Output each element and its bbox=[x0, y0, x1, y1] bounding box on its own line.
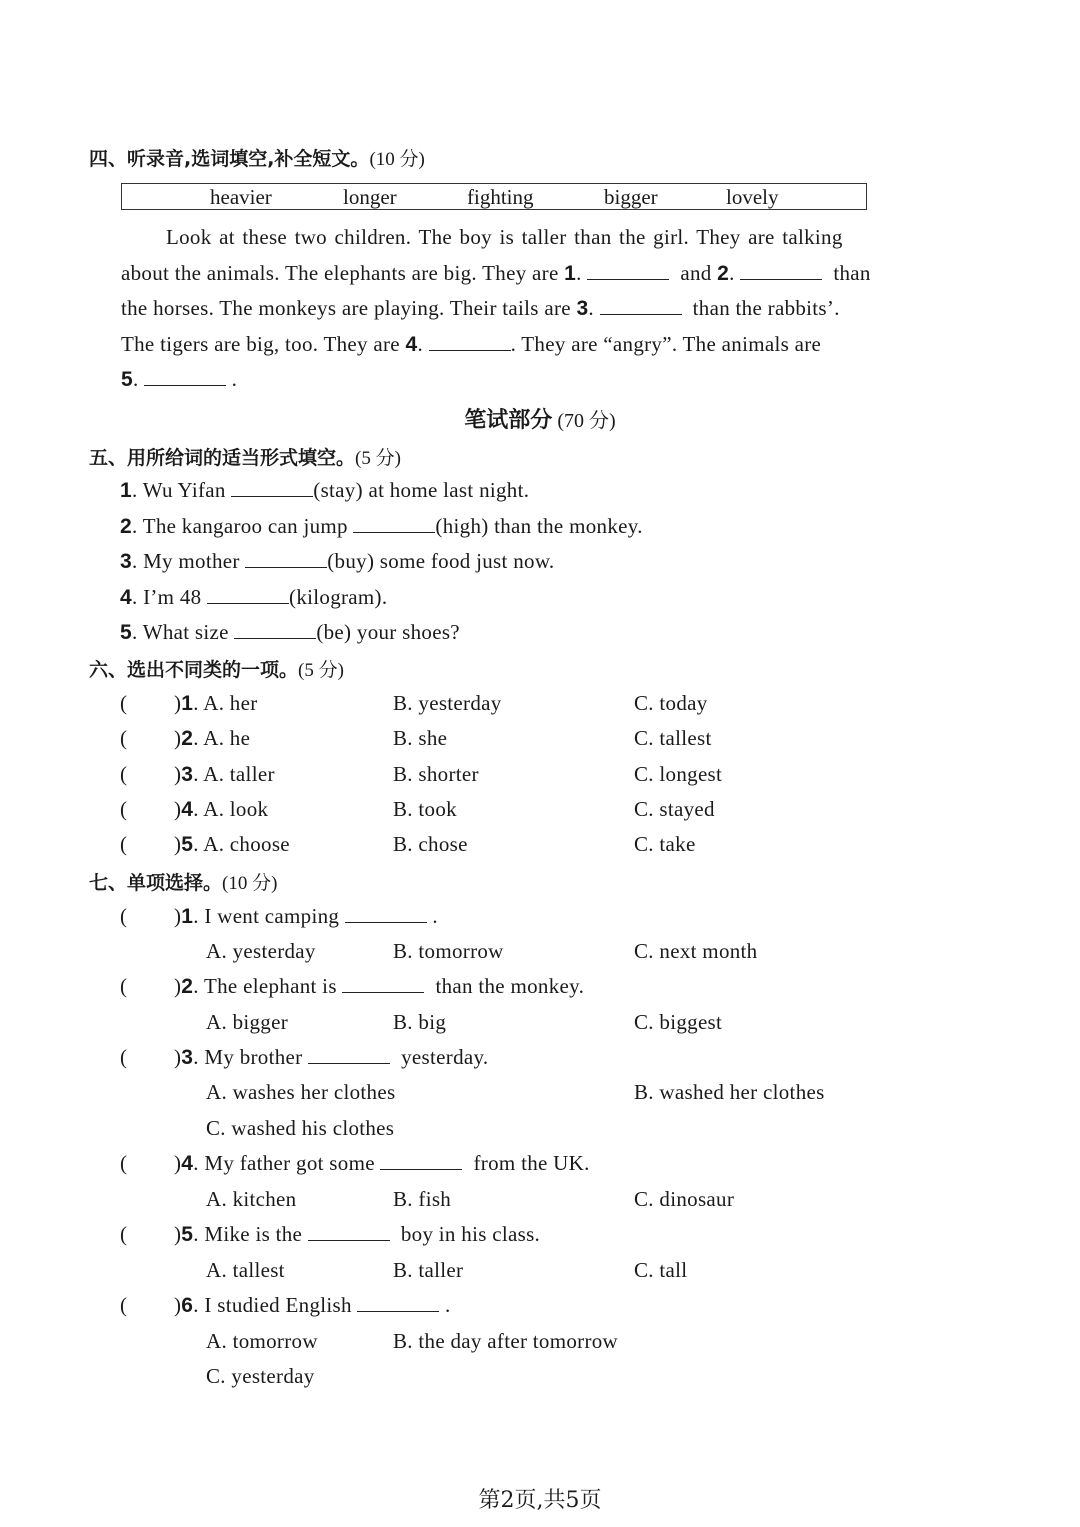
answer-blank[interactable] bbox=[587, 261, 669, 280]
option-a: A. bigger bbox=[206, 1010, 289, 1034]
option-b: B. took bbox=[393, 797, 457, 821]
item-text: from the UK. bbox=[473, 1151, 590, 1175]
section6-title bbox=[89, 655, 344, 682]
blank-number: 5 bbox=[121, 368, 133, 391]
word-bank-item: heavier bbox=[210, 185, 272, 209]
option-c: C. tallest bbox=[634, 726, 712, 750]
option-a: A. choose bbox=[203, 832, 290, 856]
option-c: C. next month bbox=[634, 939, 758, 963]
answer-blank[interactable] bbox=[357, 1293, 439, 1312]
item-text: . The kangaroo can jump bbox=[131, 514, 348, 538]
item-text: . bbox=[432, 904, 438, 928]
answer-blank[interactable] bbox=[234, 620, 316, 639]
section7-title-text: 七、单项选择。 bbox=[89, 872, 223, 894]
item-text: . bbox=[444, 1293, 451, 1317]
answer-blank[interactable] bbox=[308, 1222, 390, 1241]
option-b: B. fish bbox=[393, 1187, 452, 1211]
question-stem: )5. A. choose bbox=[174, 832, 290, 856]
item-number: 1 bbox=[181, 905, 194, 928]
answer-blank[interactable] bbox=[740, 261, 822, 280]
question-stem: )2. The elephant is than the monkey. bbox=[174, 974, 585, 998]
fill-item bbox=[120, 585, 387, 610]
blank-number: 4 bbox=[405, 333, 418, 356]
option-a: A. her bbox=[203, 691, 258, 715]
passage-line-3: the horses. The monkeys are playing. Their tails are 3. than the rabbits’. bbox=[121, 296, 840, 320]
answer-paren[interactable]: ( bbox=[120, 691, 128, 715]
answer-blank[interactable] bbox=[429, 332, 511, 351]
question-stem: )2. A. he bbox=[174, 726, 251, 750]
item-number: 4 bbox=[120, 586, 132, 609]
section6-title-text: 六、选出不同类的一项。 bbox=[89, 659, 299, 681]
option-a: A. look bbox=[203, 797, 269, 821]
passage-text: the horses. The monkeys are playing. Their tails are bbox=[121, 296, 571, 320]
section5-title-text: 五、用所给词的适当形式填空。 bbox=[89, 447, 356, 469]
option-a: A. yesterday bbox=[206, 939, 316, 963]
item-text: (buy) some food just now. bbox=[327, 549, 555, 573]
passage-text: than bbox=[833, 261, 871, 285]
option-a: A. tomorrow bbox=[206, 1329, 318, 1353]
section7-score: (10 分) bbox=[222, 873, 278, 894]
question-stem: )4. A. look bbox=[174, 797, 269, 821]
option-b: B. taller bbox=[393, 1258, 464, 1282]
section5-title bbox=[89, 443, 401, 470]
item-text: . Mike is the bbox=[193, 1222, 303, 1246]
answer-blank[interactable] bbox=[245, 549, 327, 568]
option-a: A. tallest bbox=[206, 1258, 285, 1282]
option-c: C. washed his clothes bbox=[206, 1116, 395, 1140]
question-stem: )1. A. her bbox=[174, 691, 258, 715]
item-number: 1 bbox=[120, 479, 132, 502]
passage-text: and bbox=[680, 261, 712, 285]
item-text: . My brother bbox=[193, 1045, 303, 1069]
item-number: 3 bbox=[181, 763, 194, 786]
section4-title-text: 四、听录音,选词填空,补全短文。 bbox=[89, 148, 370, 170]
option-c: C. biggest bbox=[634, 1010, 723, 1034]
answer-blank[interactable] bbox=[308, 1045, 390, 1064]
answer-paren[interactable]: ( bbox=[120, 762, 128, 786]
item-number: 2 bbox=[181, 727, 194, 750]
item-text: boy in his class. bbox=[400, 1222, 541, 1246]
answer-blank[interactable] bbox=[207, 585, 289, 604]
answer-paren[interactable]: ( bbox=[120, 832, 128, 856]
option-a: A. kitchen bbox=[206, 1187, 297, 1211]
written-part-score: (70 分) bbox=[557, 410, 616, 432]
blank-number: 3 bbox=[576, 297, 589, 320]
written-part-title: 笔试部分 bbox=[464, 408, 553, 433]
question-stem: )3. A. taller bbox=[174, 762, 275, 786]
answer-paren[interactable]: ( bbox=[120, 974, 128, 998]
option-c: C. longest bbox=[634, 762, 723, 786]
option-b: B. big bbox=[393, 1010, 447, 1034]
passage-line-2: about the animals. The elephants are big. They are 1. and 2. than bbox=[121, 261, 871, 285]
blank-number: 1 bbox=[564, 262, 577, 285]
answer-blank[interactable] bbox=[353, 514, 435, 533]
option-c: C. tall bbox=[634, 1258, 688, 1282]
question-stem: )1. I went camping . bbox=[174, 904, 438, 928]
word-bank bbox=[121, 183, 867, 210]
section5-score: (5 分) bbox=[355, 448, 401, 469]
item-number: 5 bbox=[181, 1223, 194, 1246]
option-a: A. washes her clothes bbox=[206, 1080, 396, 1104]
question-stem: )5. Mike is the boy in his class. bbox=[174, 1222, 541, 1246]
item-text: . What size bbox=[131, 620, 229, 644]
option-b: B. shorter bbox=[393, 762, 479, 786]
item-number: 4 bbox=[181, 1152, 194, 1175]
option-b: B. the day after tomorrow bbox=[393, 1329, 619, 1353]
item-number: 3 bbox=[181, 1046, 194, 1069]
option-b: B. washed her clothes bbox=[634, 1080, 825, 1104]
passage-text: The tigers are big, too. They are bbox=[121, 332, 400, 356]
option-c: C. yesterday bbox=[206, 1364, 315, 1388]
section7-title bbox=[89, 868, 277, 895]
word-bank-item: bigger bbox=[604, 185, 658, 209]
option-c: C. today bbox=[634, 691, 708, 715]
passage-line-5: 5. . bbox=[121, 367, 238, 391]
section4-title bbox=[89, 144, 425, 171]
answer-paren[interactable]: ( bbox=[120, 797, 128, 821]
word-bank-item: longer bbox=[343, 185, 397, 209]
item-number: 2 bbox=[120, 515, 132, 538]
passage-line-1: Look at these two children. The boy is taller than the girl. They are talking bbox=[166, 225, 843, 249]
item-number: 5 bbox=[120, 621, 132, 644]
answer-blank[interactable] bbox=[231, 478, 313, 497]
question-stem: )6. I studied English . bbox=[174, 1293, 451, 1317]
answer-paren[interactable]: ( bbox=[120, 1293, 128, 1317]
answer-paren[interactable]: ( bbox=[120, 1222, 128, 1246]
item-text: . The elephant is bbox=[193, 974, 337, 998]
answer-blank[interactable] bbox=[144, 367, 226, 386]
answer-blank[interactable] bbox=[600, 296, 682, 315]
item-number: 1 bbox=[181, 692, 194, 715]
word-bank-item: lovely bbox=[726, 185, 779, 209]
item-text: . Wu Yifan bbox=[131, 478, 226, 502]
item-number: 5 bbox=[181, 833, 194, 856]
item-text: yesterday. bbox=[401, 1045, 489, 1069]
option-c: C. dinosaur bbox=[634, 1187, 735, 1211]
fill-item bbox=[120, 620, 460, 645]
passage-text: . They are “angry”. The animals are bbox=[510, 332, 822, 356]
answer-paren[interactable]: ( bbox=[120, 1151, 128, 1175]
option-a: A. he bbox=[203, 726, 251, 750]
answer-paren[interactable]: ( bbox=[120, 904, 128, 928]
answer-paren[interactable]: ( bbox=[120, 1045, 128, 1069]
option-c: C. stayed bbox=[634, 797, 715, 821]
section6-score: (5 分) bbox=[298, 660, 344, 681]
item-text: (stay) at home last night. bbox=[313, 478, 530, 502]
item-number: 2 bbox=[181, 975, 194, 998]
passage-line-4: The tigers are big, too. They are 4. . They are “angry”. The animals are bbox=[121, 332, 822, 356]
answer-paren[interactable]: ( bbox=[120, 726, 128, 750]
option-b: B. yesterday bbox=[393, 691, 502, 715]
item-text: (high) than the monkey. bbox=[435, 514, 643, 538]
item-text: . My father got some bbox=[193, 1151, 375, 1175]
option-b: B. tomorrow bbox=[393, 939, 504, 963]
question-stem: )4. My father got some from the UK. bbox=[174, 1151, 590, 1175]
item-number: 6 bbox=[181, 1294, 194, 1317]
item-number: 3 bbox=[120, 550, 132, 573]
item-text: (kilogram). bbox=[289, 585, 388, 609]
passage-text: about the animals. The elephants are big. They are bbox=[121, 261, 559, 285]
written-part-heading bbox=[0, 403, 1080, 434]
page-footer: 第2页,共5页 bbox=[478, 1488, 602, 1513]
answer-blank[interactable] bbox=[380, 1151, 462, 1170]
option-a: A. taller bbox=[203, 762, 275, 786]
option-b: B. chose bbox=[393, 832, 468, 856]
fill-item bbox=[120, 478, 529, 503]
fill-item bbox=[120, 514, 643, 539]
answer-blank[interactable] bbox=[345, 904, 427, 923]
item-text: . I went camping bbox=[193, 904, 340, 928]
item-text: (be) your shoes? bbox=[316, 620, 460, 644]
option-c: C. take bbox=[634, 832, 696, 856]
item-text: . My mother bbox=[131, 549, 240, 573]
item-text: than the monkey. bbox=[435, 974, 585, 998]
item-number: 4 bbox=[181, 798, 194, 821]
answer-blank[interactable] bbox=[342, 974, 424, 993]
passage-text: than the rabbits’. bbox=[692, 296, 840, 320]
blank-number: 2 bbox=[717, 262, 730, 285]
option-b: B. she bbox=[393, 726, 448, 750]
section4-score: (10 分) bbox=[369, 149, 425, 170]
question-stem: )3. My brother yesterday. bbox=[174, 1045, 489, 1069]
word-bank-item: fighting bbox=[467, 185, 534, 209]
fill-item bbox=[120, 549, 554, 574]
item-text: . I studied English bbox=[193, 1293, 352, 1317]
item-text: . I’m 48 bbox=[131, 585, 202, 609]
